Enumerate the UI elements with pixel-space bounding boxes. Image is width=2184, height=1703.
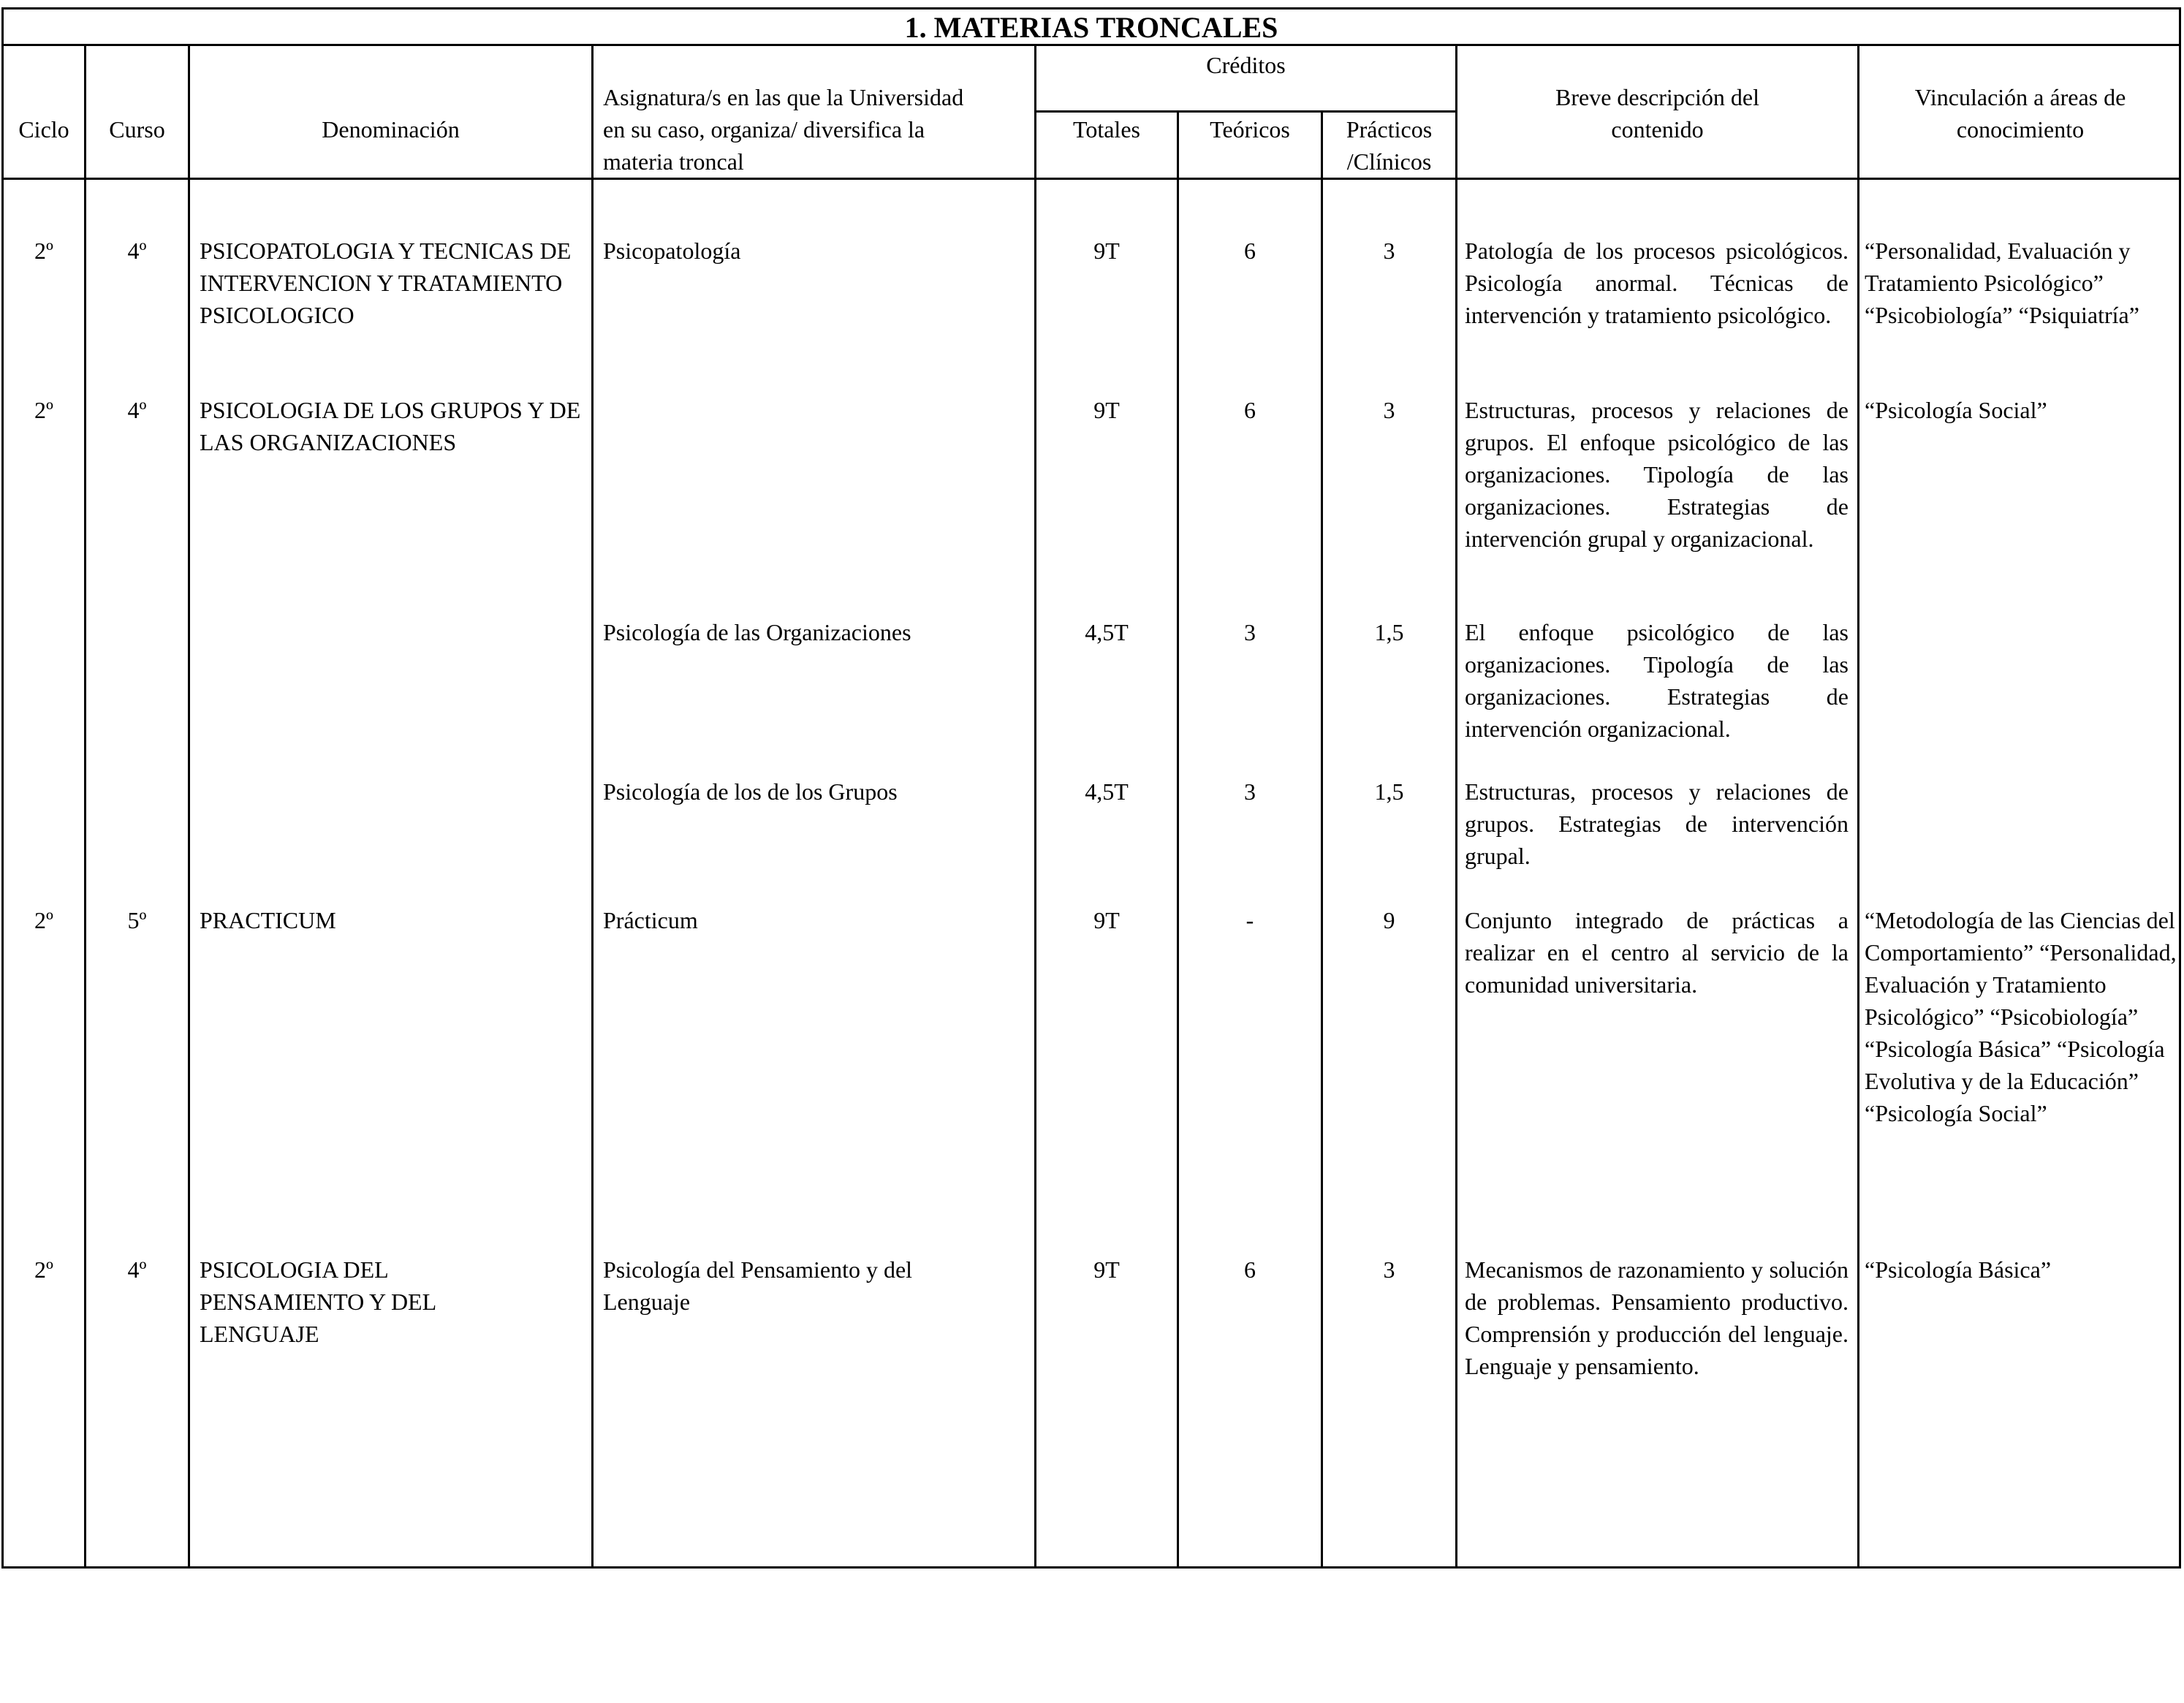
practicos-cell: 3 (1383, 397, 1395, 423)
header-curso: Curso (109, 116, 165, 143)
totales-cell: 4,5T (1085, 619, 1129, 645)
vinculacion-cell: “Metodología de las Ciencias del Comportamiento” “Personalidad, Evaluación y Tratamiento Psicológico” “Psicobiología” “Psicología Básica” “Psicología Evolutiva y de la Educación” “Psicología Social” (1865, 907, 2177, 1126)
column-divider (1455, 46, 1457, 1566)
asignatura-cell: Psicología del Pensamiento y del Lenguaje (603, 1256, 913, 1315)
vinculacion-cell: “Personalidad, Evaluación y Tratamiento Psicológico” “Psicobiología” “Psiquiatría” (1865, 238, 2139, 328)
column-divider (1177, 110, 1179, 1566)
descripcion-cell: Mecanismos de razonamiento y solución de problemas. Pensamiento productivo. Comprensión y producción del lenguaje. Lenguaje y pensamiento. (1465, 1256, 1849, 1379)
practicos-cell: 3 (1383, 238, 1395, 264)
denominacion-cell: PSICOLOGIA DEL PENSAMIENTO Y DEL LENGUAJE (200, 1256, 436, 1347)
totales-cell: 9T (1093, 907, 1120, 933)
ciclo-cell: 2º (34, 238, 53, 264)
teoricos-cell: 3 (1244, 619, 1256, 645)
practicos-cell: 3 (1383, 1256, 1395, 1283)
totales-cell: 9T (1093, 397, 1120, 423)
descripcion-cell: Estructuras, procesos y relaciones de grupos. El enfoque psicológico de las organizaciones. Tipología de las organizaciones. Estrategias de intervención grupal y organizacional. (1465, 397, 1849, 552)
curso-cell: 4º (127, 397, 147, 423)
header-vinculacion: Vinculación a áreas de conocimiento (1914, 84, 2126, 143)
practicos-cell: 9 (1383, 907, 1395, 933)
practicos-cell: 1,5 (1374, 778, 1404, 805)
denominacion-cell: PRACTICUM (200, 907, 336, 933)
totales-cell: 9T (1093, 1256, 1120, 1283)
ciclo-cell: 2º (34, 1256, 53, 1283)
descripcion-cell: El enfoque psicológico de las organizaciones. Tipología de las organizaciones. Estrategias de intervención organizacional. (1465, 619, 1849, 742)
column-divider (1857, 46, 1859, 1566)
table-title: 1. MATERIAS TRONCALES (4, 10, 2179, 46)
column-divider (591, 46, 594, 1566)
teoricos-cell: - (1245, 907, 1254, 933)
header-divider (4, 178, 2179, 180)
column-divider (188, 46, 190, 1566)
header-denominacion: Denominación (322, 116, 460, 143)
asignatura-cell: Psicología de los de los Grupos (603, 778, 898, 805)
asignatura-cell: Prácticum (603, 907, 698, 933)
column-divider (84, 46, 86, 1566)
header-teoricos: Teóricos (1210, 116, 1290, 143)
header-asignatura: Asignatura/s en las que la Universidad en su caso, organiza/ diversifica la materia troncal (603, 84, 964, 175)
asignatura-cell: Psicología de las Organizaciones (603, 619, 911, 645)
header-creditos: Créditos (1206, 52, 1286, 78)
denominacion-cell: PSICOLOGIA DE LOS GRUPOS Y DE LAS ORGANIZACIONES (200, 397, 581, 455)
column-divider (1321, 110, 1323, 1566)
practicos-cell: 1,5 (1374, 619, 1404, 645)
ciclo-cell: 2º (34, 907, 53, 933)
totales-cell: 9T (1093, 238, 1120, 264)
teoricos-cell: 3 (1244, 778, 1256, 805)
descripcion-cell: Estructuras, procesos y relaciones de grupos. Estrategias de intervención grupal. (1465, 778, 1849, 869)
curso-cell: 4º (127, 1256, 147, 1283)
header-totales: Totales (1073, 116, 1140, 143)
descripcion-cell: Patología de los procesos psicológicos. Psicología anormal. Técnicas de intervención y tratamiento psicológico. (1465, 238, 1849, 328)
asignatura-cell: Psicopatología (603, 238, 741, 264)
denominacion-cell: PSICOPATOLOGIA Y TECNICAS DE INTERVENCION Y TRATAMIENTO PSICOLOGICO (200, 238, 572, 328)
descripcion-cell: Conjunto integrado de prácticas a realizar en el centro al servicio de la comunidad universitaria. (1465, 907, 1849, 998)
header-descripcion: Breve descripción del contenido (1555, 84, 1759, 143)
totales-cell: 4,5T (1085, 778, 1129, 805)
curso-cell: 4º (127, 238, 147, 264)
curso-cell: 5º (127, 907, 147, 933)
header-practicos: Prácticos /Clínicos (1346, 116, 1433, 175)
vinculacion-cell: “Psicología Básica” (1865, 1256, 2052, 1283)
teoricos-cell: 6 (1244, 1256, 1256, 1283)
materias-table (1, 7, 2181, 1569)
header-ciclo: Ciclo (18, 116, 69, 143)
vinculacion-cell: “Psicología Social” (1865, 397, 2047, 423)
ciclo-cell: 2º (34, 397, 53, 423)
creditos-divider (1034, 110, 1455, 113)
teoricos-cell: 6 (1244, 238, 1256, 264)
teoricos-cell: 6 (1244, 397, 1256, 423)
